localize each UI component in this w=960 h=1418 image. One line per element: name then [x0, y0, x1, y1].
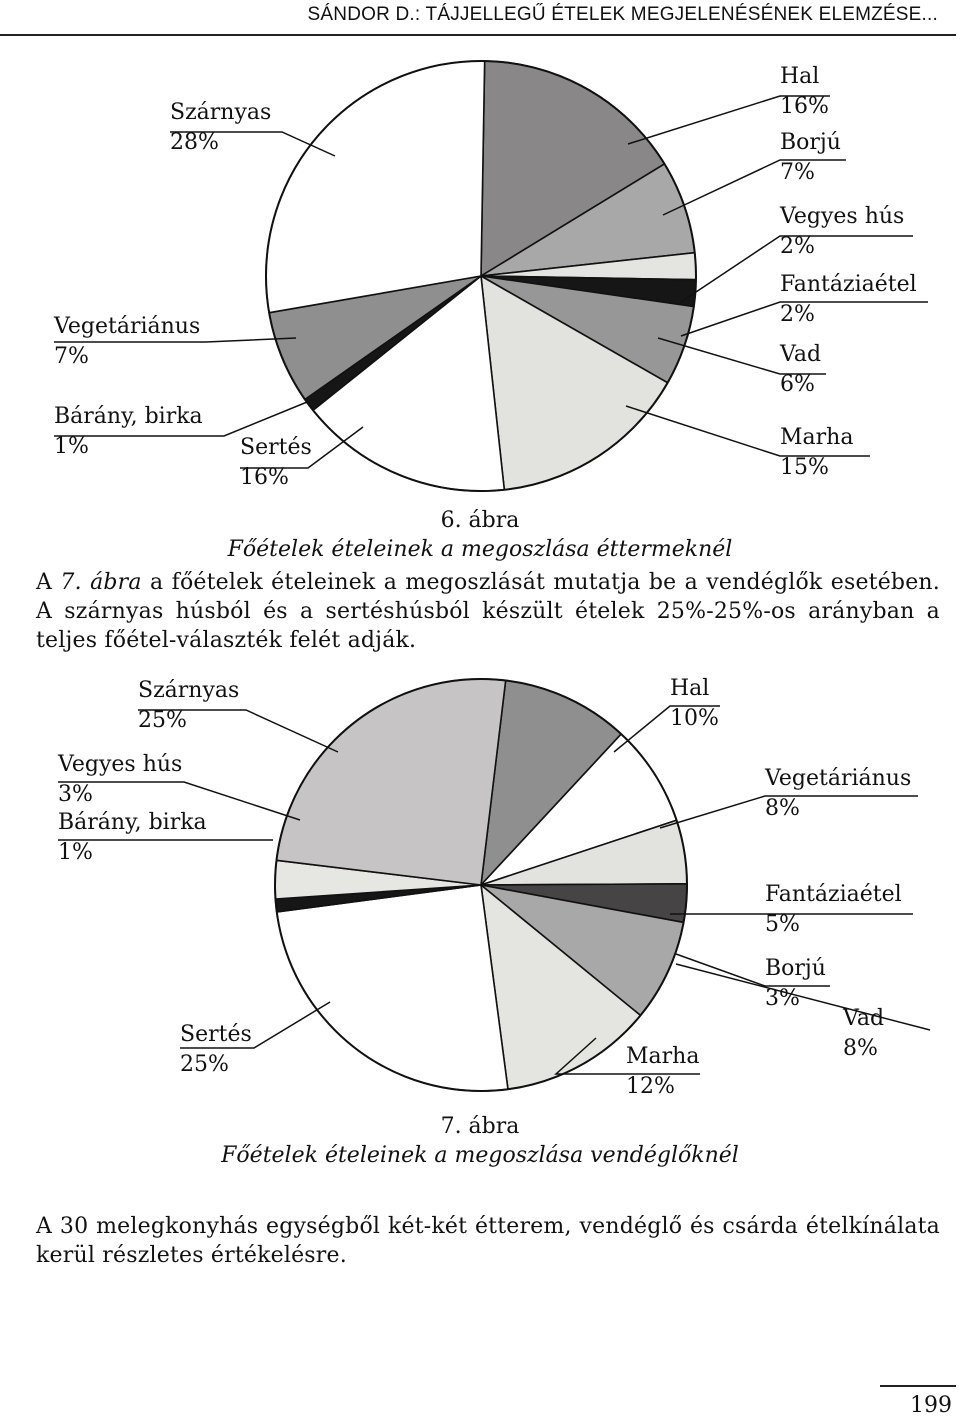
- label-szarnyas: Szárnyas 28%: [170, 100, 272, 155]
- label-szarnyas: Szárnyas 25%: [138, 678, 240, 733]
- label-vegetarianus: Vegetáriánus 7%: [54, 314, 201, 369]
- label-barany-birka: Bárány, birka 1%: [54, 404, 203, 459]
- label-borju: Borjú 3%: [765, 956, 826, 1011]
- label-vad: Vad 8%: [843, 1006, 885, 1061]
- figure-6-caption: [200, 506, 760, 564]
- label-marha: Marha 15%: [780, 425, 854, 480]
- figure-reference: 7. ábra: [60, 570, 142, 595]
- paragraph-1: A 7. ábra a főételek ételeinek a megoszlását mutatja be a vendéglők esetében. A szárnyas húsból és a sertéshúsból készült ételek 25%-25%-os arányban a teljes főétel-választék felét adják.: [36, 570, 940, 653]
- label-vad: Vad 6%: [780, 342, 822, 397]
- label-hal: Hal 10%: [670, 676, 719, 731]
- pie-chart-6: [0, 40, 960, 560]
- figure-7-title: Főételek ételeinek a megoszlása vendéglőknél: [221, 1143, 739, 1168]
- figure-7-caption: [180, 1112, 780, 1170]
- label-hal: Hal 16%: [780, 64, 829, 119]
- label-sertes: Sertés 16%: [240, 435, 312, 490]
- label-barany-birka: Bárány, birka 1%: [58, 810, 207, 865]
- pie-chart-7: [0, 670, 960, 1170]
- running-title: SÁNDOR D.: TÁJJELLEGŰ ÉTELEK MEGJELENÉSÉNEK ELEMZÉSE...: [307, 4, 938, 25]
- label-fantaziaetel: Fantáziaétel 5%: [765, 882, 902, 937]
- figure-6-title: Főételek ételeinek a megoszlása éttermeknél: [227, 537, 733, 562]
- figure-7-number: 7. ábra: [440, 1114, 520, 1139]
- label-vegyes-hus: Vegyes hús 2%: [780, 204, 905, 259]
- running-header: [0, 0, 956, 36]
- label-vegyes-hus: Vegyes hús 3%: [58, 752, 183, 807]
- label-marha: Marha 12%: [626, 1044, 700, 1099]
- page-number: 199: [910, 1393, 952, 1418]
- label-sertes: Sertés 25%: [180, 1022, 252, 1077]
- label-fantaziaetel: Fantáziaétel 2%: [780, 272, 917, 327]
- figure-6-number: 6. ábra: [440, 508, 520, 533]
- page-number-block: [880, 1385, 956, 1418]
- pie-slice-szarnyas: [266, 61, 485, 313]
- label-vegetarianus: Vegetáriánus 8%: [765, 766, 912, 821]
- pie-slice-szarnyas: [276, 679, 505, 885]
- label-borju: Borjú 7%: [780, 130, 841, 185]
- paragraph-2: A 30 melegkonyhás egységből két-két étterem, vendéglő és csárda ételkínálata kerül részletes értékelésre.: [36, 1214, 940, 1268]
- pie-slice-sertes: [277, 885, 508, 1091]
